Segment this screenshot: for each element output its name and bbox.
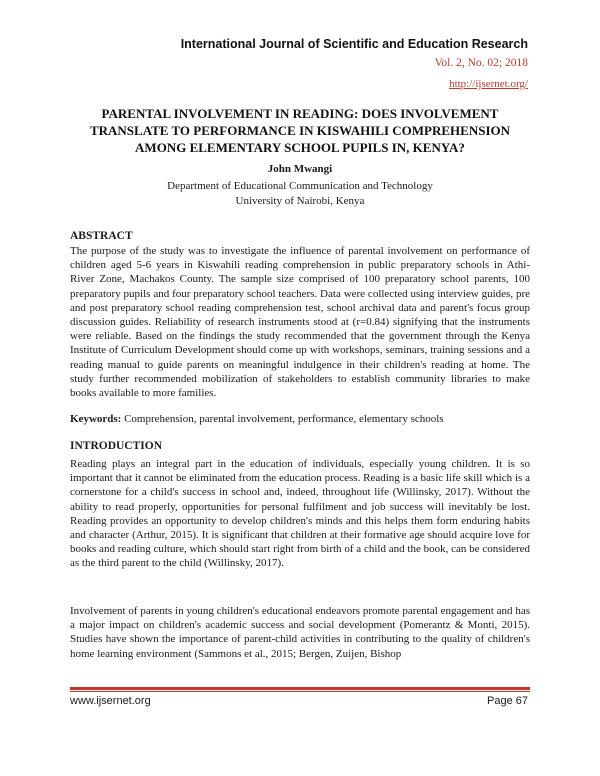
introduction-paragraph-1: Reading plays an integral part in the education of individuals, especially young children. It is so important that it cannot be eliminated from the education process. Reading is a basic life skill which is a cornerstone for a child's success in school and, indeed, throughout life (Willinsky, 2017). Without the ability to read properly, opportunities for personal fulfilment and job success will inevitably be lost. Reading provides an opportunity to develop children's minds and this helps them form enduring habits and character (Arthur, 2015). It is significant that children at their formative age should acquire love for books and reading culture, which should start right from birth of a child and the book, can be considered as the third parent to the child (Willinsky, 2017).	[70, 458, 530, 570]
keywords-label: Keywords:	[70, 413, 122, 425]
abstract-text: The purpose of the study was to investigate the influence of parental involvement on performance of children aged 5-6 years in Kiswahili reading comprehension in public preparatory schools in Athi- River Zone, Machakos County. The sample size comprised of 100 preparatory school parents, 100 preparatory pupils and four preparatory school teachers. Data were collected using interview guides, pre and post preparatory school reading comprehension test, school archival data and parent's focus group discussion guides. Reliability of research instruments stood at (r=0.84) signifying that the instruments were reliable. Based on the findings the study recommended that the government through the Kenya Institute of Curriculum Development should come up with workshops, seminars, training sessions and a reading manual to guide parents on meaningful indulgence in their children's reading at home. The study further recommended mobilization of stakeholders to establish community libraries to make books available to more families.	[70, 245, 530, 400]
paper-title: PARENTAL INVOLVEMENT IN READING: DOES INVOLVEMENT TRANSLATE TO PERFORMANCE IN KISWAHILI COMPREHENSION AMONG ELEMENTARY SCHOOL PUPILS IN, KENYA?	[89, 106, 511, 155]
journal-name: International Journal of Scientific and Education Research	[180, 37, 528, 51]
journal-url-link[interactable]: http://ijsernet.org/	[449, 78, 528, 90]
introduction-heading: INTRODUCTION	[70, 440, 163, 452]
affiliation-department: Department of Educational Communication and Technology	[167, 180, 433, 192]
footer-rule-thin	[70, 691, 530, 692]
footer-site: www.ijsernet.org	[70, 695, 151, 707]
author-name: John Mwangi	[267, 163, 333, 175]
keywords-text: Comprehension, parental involvement, performance, elementary schools	[121, 413, 444, 425]
page-number: Page 67	[487, 695, 528, 707]
affiliation-university: University of Nairobi, Kenya	[235, 195, 365, 207]
footer-rule	[70, 687, 530, 690]
volume-issue: Vol. 2, No. 02; 2018	[434, 57, 528, 69]
abstract-heading: ABSTRACT	[70, 230, 133, 242]
keywords-line	[70, 413, 530, 425]
author-affiliation	[70, 179, 530, 209]
introduction-paragraph-2: Involvement of parents in young children's educational endeavors promote parental engagement and has a major impact on children's academic success and social development (Pomerantz & Monti, 2015). Studies have shown the importance of parent-child activities in contributing to the quality of children's home learning environment (Sammons et al., 2015; Bergen, Zuijen, Bishop	[70, 605, 530, 660]
